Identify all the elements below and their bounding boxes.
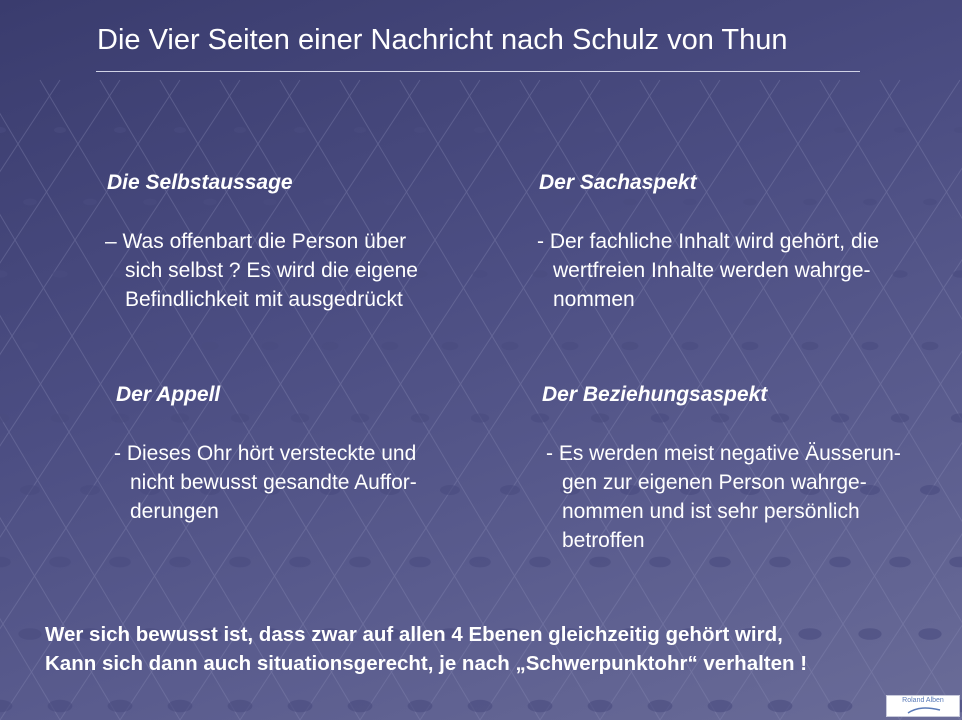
body-line: - Es werden meist negative Äusserun- [546,442,901,465]
body-line: nommen und ist sehr persönlich [562,500,860,523]
body-appell [114,439,417,526]
conclusion-text [45,620,945,678]
heading-beziehungsaspekt: Der Beziehungsaspekt [542,383,768,406]
body-line: nicht bewusst gesandte Auffor- [130,471,417,494]
body-line: sich selbst ? Es wird die eigene [125,259,418,282]
author-logo [886,695,960,717]
heading-appell: Der Appell [116,383,221,406]
heading-sachaspekt: Der Sachaspekt [539,171,697,194]
logo-swoosh-icon [907,706,941,715]
body-beziehungsaspekt [546,439,901,555]
title-divider [96,71,860,72]
body-line: - Der fachliche Inhalt wird gehört, die [537,230,879,253]
conclusion-line-2: Kann sich dann auch situationsgerecht, je nach „Schwerpunktohr“ verhalten ! [45,652,808,675]
body-selbstaussage [105,227,418,314]
conclusion-line-1: Wer sich bewusst ist, dass zwar auf allen 4 Ebenen gleichzeitig gehört wird, [45,623,783,646]
heading-selbstaussage: Die Selbstaussage [107,171,293,194]
slide-title: Die Vier Seiten einer Nachricht nach Schulz von Thun [97,24,788,56]
body-line: – Was offenbart die Person über [105,230,407,253]
body-line: wertfreien Inhalte werden wahrge- [553,259,871,282]
body-line: Befindlichkeit mit ausgedrückt [125,288,403,311]
body-line: nommen [553,288,635,311]
body-sachaspekt [537,227,879,314]
body-line: - Dieses Ohr hört versteckte und [114,442,417,465]
logo-text: Roland Alben [902,697,944,704]
body-line: betroffen [562,529,645,552]
body-line: derungen [130,500,219,523]
body-line: gen zur eigenen Person wahrge- [562,471,867,494]
